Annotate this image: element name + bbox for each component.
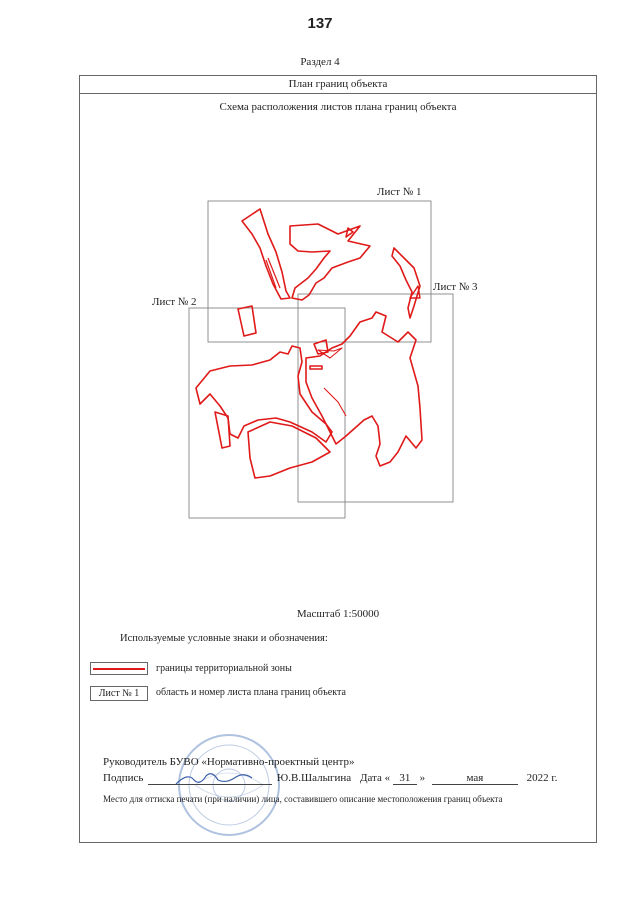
legend-line-label: границы территориальной зоны: [156, 663, 292, 674]
legend-title: Используемые условные знаки и обозначения:: [120, 633, 328, 644]
date-label: Дата «: [359, 772, 391, 784]
signature-head: Руководитель БУВО «Нормативно-проектный центр»: [103, 756, 355, 768]
date-year: 2022 г.: [526, 772, 558, 784]
frame-header: План границ объекта: [80, 76, 596, 94]
signature-field: [148, 772, 272, 785]
sheet-layout-map: [80, 76, 598, 606]
legend-sheet-label: область и номер листа плана границ объекта: [156, 687, 346, 698]
sheet-3-rect: [298, 294, 453, 502]
signer-name: Ю.В.Шалыгина: [276, 772, 352, 784]
stamp-note: Место для оттиска печати (при наличии) лица, составившего описание местоположения границ объекта: [103, 794, 503, 804]
sheet-1-label: Лист № 1: [377, 186, 422, 198]
legend-sheet-symbol: Лист № 1: [90, 686, 148, 701]
plan-frame: [79, 75, 597, 843]
date-close-quote: »: [419, 772, 426, 784]
page-number: 137: [307, 15, 333, 32]
handwritten-signature: [148, 772, 272, 786]
zone-boundaries: [196, 209, 422, 478]
date-month: мая: [432, 772, 518, 785]
sheet-3-label: Лист № 3: [433, 281, 478, 293]
sign-label: Подпись: [103, 772, 144, 784]
scheme-title: Схема расположения листов плана границ объекта: [219, 101, 457, 113]
scale-text: Масштаб 1:50000: [296, 608, 380, 620]
sheet-2-rect: [189, 308, 345, 518]
section-label: Раздел 4: [300, 56, 340, 68]
legend-line-symbol: [90, 662, 148, 675]
signature-line: [103, 772, 557, 785]
sheet-2-label: Лист № 2: [152, 296, 197, 308]
date-day: 31: [393, 772, 417, 785]
